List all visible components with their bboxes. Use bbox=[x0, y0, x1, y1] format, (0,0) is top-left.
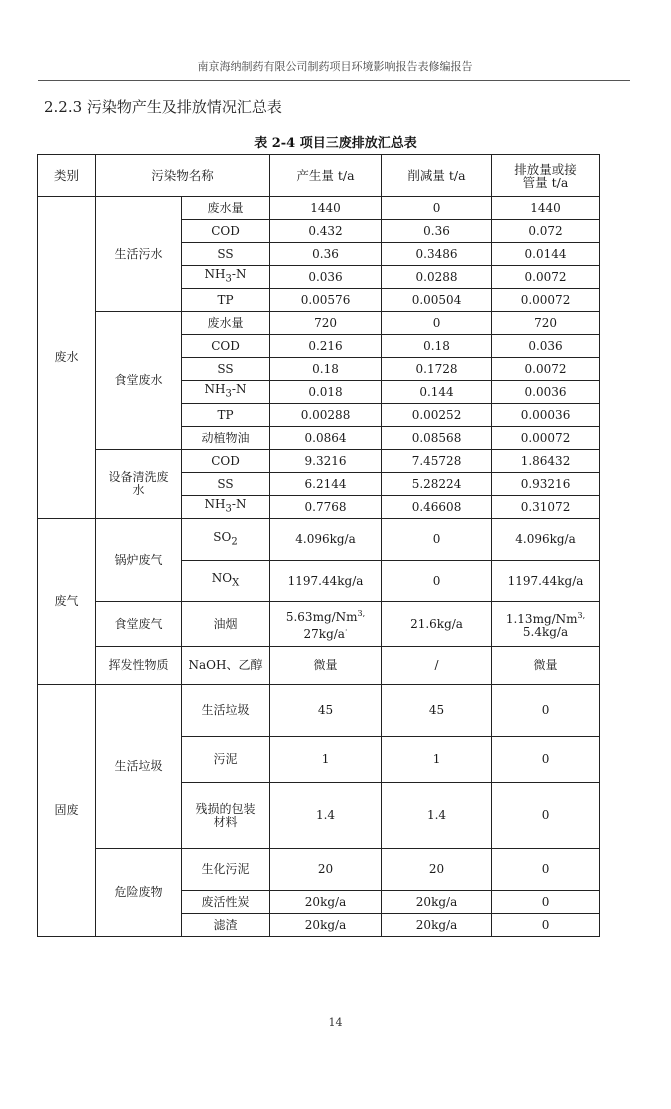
subgroup-domestic-garbage: 生活垃圾 bbox=[96, 685, 182, 849]
reduced-cell: 0.00504 bbox=[382, 289, 492, 312]
item-cell: 油烟 bbox=[182, 602, 270, 647]
produced-cell: 微量 bbox=[270, 647, 382, 685]
item-cell: $NO_X$ bbox=[182, 561, 270, 602]
header-produced: 产生量 t/a bbox=[270, 155, 382, 197]
produced-cell: 0.432 bbox=[270, 220, 382, 243]
discharged-cell: 0 bbox=[492, 891, 600, 914]
item-cell: 生化污泥 bbox=[182, 849, 270, 891]
reduced-cell: 7.45728 bbox=[382, 450, 492, 473]
item-cell: $NH_3-N$ bbox=[182, 266, 270, 289]
discharged-cell: 微量 bbox=[492, 647, 600, 685]
item-cell: $SO_2$ bbox=[182, 519, 270, 561]
discharged-cell: 0.072 bbox=[492, 220, 600, 243]
discharged-cell: 0 bbox=[492, 685, 600, 737]
reduced-cell: 20 bbox=[382, 849, 492, 891]
category-wastegas: 废气 bbox=[38, 519, 96, 685]
reduced-cell: 0.3486 bbox=[382, 243, 492, 266]
item-cell: 废水量 bbox=[182, 312, 270, 335]
item-cell: SS bbox=[182, 473, 270, 496]
item-cell: SS bbox=[182, 243, 270, 266]
produced-cell: 45 bbox=[270, 685, 382, 737]
table-row bbox=[38, 450, 600, 473]
discharged-cell: 0.0072 bbox=[492, 358, 600, 381]
discharged-cell: 720 bbox=[492, 312, 600, 335]
reduced-cell: 1 bbox=[382, 737, 492, 783]
discharged-cell: 0 bbox=[492, 783, 600, 849]
discharged-cell: 1440 bbox=[492, 197, 600, 220]
table-row bbox=[38, 519, 600, 561]
reduced-cell: 45 bbox=[382, 685, 492, 737]
reduced-cell: / bbox=[382, 647, 492, 685]
subgroup-canteen-wastewater: 食堂废水 bbox=[96, 312, 182, 450]
discharged-cell: $1.13mg/Nm^{3,}$ 5.4kg/a bbox=[492, 602, 600, 647]
reduced-cell: 0.1728 bbox=[382, 358, 492, 381]
reduced-cell: 0 bbox=[382, 519, 492, 561]
item-cell: 滤渣 bbox=[182, 914, 270, 937]
produced-cell: 0.036 bbox=[270, 266, 382, 289]
discharged-cell: 0 bbox=[492, 914, 600, 937]
produced-cell: 4.096kg/a bbox=[270, 519, 382, 561]
produced-cell: 1.4 bbox=[270, 783, 382, 849]
discharged-cell: 4.096kg/a bbox=[492, 519, 600, 561]
produced-cell: 1440 bbox=[270, 197, 382, 220]
item-cell: TP bbox=[182, 289, 270, 312]
produced-cell: 0.36 bbox=[270, 243, 382, 266]
item-cell: 动植物油 bbox=[182, 427, 270, 450]
reduced-cell: 0 bbox=[382, 197, 492, 220]
produced-cell: $5.63mg/Nm^{3,}$ 27kg/a· bbox=[270, 602, 382, 647]
table-row bbox=[38, 849, 600, 891]
subgroup-boiler-exhaust: 锅炉废气 bbox=[96, 519, 182, 602]
discharged-cell: 0.0036 bbox=[492, 381, 600, 404]
discharged-cell: 0.31072 bbox=[492, 496, 600, 519]
produced-cell: 20kg/a bbox=[270, 891, 382, 914]
subgroup-hazardous-waste: 危险废物 bbox=[96, 849, 182, 937]
item-cell: COD bbox=[182, 335, 270, 358]
produced-cell: 6.2144 bbox=[270, 473, 382, 496]
header-reduced: 削减量 t/a bbox=[382, 155, 492, 197]
header-pollutant: 污染物名称 bbox=[96, 155, 270, 197]
reduced-cell: 0.0288 bbox=[382, 266, 492, 289]
item-cell: 废活性炭 bbox=[182, 891, 270, 914]
subgroup-domestic-sewage: 生活污水 bbox=[96, 197, 182, 312]
subgroup-equipment-cleaning-wastewater: 设备清洗废 水 bbox=[96, 450, 182, 519]
item-cell: COD bbox=[182, 220, 270, 243]
item-cell: 废水量 bbox=[182, 197, 270, 220]
produced-cell: 0.00288 bbox=[270, 404, 382, 427]
produced-cell: 0.216 bbox=[270, 335, 382, 358]
discharged-cell: 0 bbox=[492, 737, 600, 783]
discharged-cell: 0.0072 bbox=[492, 266, 600, 289]
discharged-cell: 0 bbox=[492, 849, 600, 891]
produced-cell: 0.018 bbox=[270, 381, 382, 404]
reduced-cell: 20kg/a bbox=[382, 914, 492, 937]
item-cell: NaOH、乙醇 bbox=[182, 647, 270, 685]
discharged-cell: 1197.44kg/a bbox=[492, 561, 600, 602]
table-caption: 表 2-4 项目三废排放汇总表 bbox=[254, 136, 417, 151]
reduced-cell: 0.46608 bbox=[382, 496, 492, 519]
reduced-cell: 0.00252 bbox=[382, 404, 492, 427]
running-header: 南京海纳制药有限公司制药项目环境影响报告表修编报告 bbox=[197, 60, 473, 73]
table-row bbox=[38, 602, 600, 647]
category-solidwaste: 固废 bbox=[38, 685, 96, 937]
subgroup-canteen-exhaust: 食堂废气 bbox=[96, 602, 182, 647]
item-cell: SS bbox=[182, 358, 270, 381]
item-cell: 生活垃圾 bbox=[182, 685, 270, 737]
header-discharged: 排放量或接 管量 t/a bbox=[492, 155, 600, 197]
discharged-cell: 0.93216 bbox=[492, 473, 600, 496]
item-cell: $NH_3-N$ bbox=[182, 381, 270, 404]
reduced-cell: 0.144 bbox=[382, 381, 492, 404]
produced-cell: 1197.44kg/a bbox=[270, 561, 382, 602]
produced-cell: 9.3216 bbox=[270, 450, 382, 473]
produced-cell: 20 bbox=[270, 849, 382, 891]
discharged-cell: 0.00072 bbox=[492, 289, 600, 312]
produced-cell: 0.18 bbox=[270, 358, 382, 381]
section-title: 2.2.3 污染物产生及排放情况汇总表 bbox=[44, 98, 282, 116]
discharged-cell: 0.036 bbox=[492, 335, 600, 358]
table-row bbox=[38, 685, 600, 737]
item-cell: 残损的包装 材料 bbox=[182, 783, 270, 849]
discharged-cell: 0.00072 bbox=[492, 427, 600, 450]
produced-cell: 0.7768 bbox=[270, 496, 382, 519]
subgroup-volatile: 挥发性物质 bbox=[96, 647, 182, 685]
produced-cell: 1 bbox=[270, 737, 382, 783]
produced-cell: 0.0864 bbox=[270, 427, 382, 450]
discharged-cell: 1.86432 bbox=[492, 450, 600, 473]
reduced-cell: 0.36 bbox=[382, 220, 492, 243]
reduced-cell: 0.18 bbox=[382, 335, 492, 358]
table-row bbox=[38, 197, 600, 220]
produced-cell: 0.00576 bbox=[270, 289, 382, 312]
table-row bbox=[38, 647, 600, 685]
reduced-cell: 21.6kg/a bbox=[382, 602, 492, 647]
reduced-cell: 0 bbox=[382, 312, 492, 335]
table-header-row bbox=[38, 155, 600, 197]
reduced-cell: 20kg/a bbox=[382, 891, 492, 914]
page-number: 14 bbox=[328, 1016, 343, 1029]
reduced-cell: 0.08568 bbox=[382, 427, 492, 450]
discharged-cell: 0.0144 bbox=[492, 243, 600, 266]
header-divider bbox=[38, 80, 630, 81]
header-category: 类别 bbox=[38, 155, 96, 197]
produced-cell: 20kg/a bbox=[270, 914, 382, 937]
produced-cell: 720 bbox=[270, 312, 382, 335]
reduced-cell: 5.28224 bbox=[382, 473, 492, 496]
item-cell: $NH_3-N$ bbox=[182, 496, 270, 519]
category-wastewater: 废水 bbox=[38, 197, 96, 519]
reduced-cell: 1.4 bbox=[382, 783, 492, 849]
item-cell: TP bbox=[182, 404, 270, 427]
discharged-cell: 0.00036 bbox=[492, 404, 600, 427]
item-cell: COD bbox=[182, 450, 270, 473]
emissions-summary-table bbox=[37, 154, 600, 937]
reduced-cell: 0 bbox=[382, 561, 492, 602]
table-row bbox=[38, 312, 600, 335]
item-cell: 污泥 bbox=[182, 737, 270, 783]
